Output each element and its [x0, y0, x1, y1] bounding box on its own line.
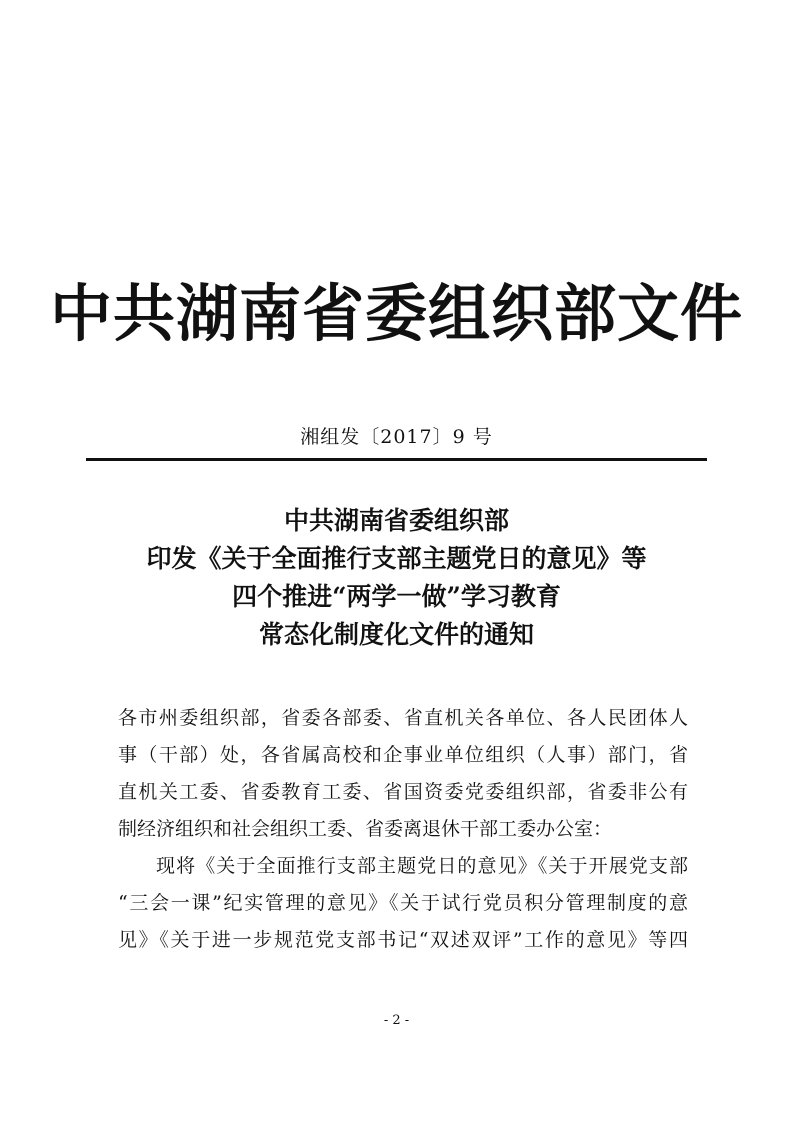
- notice-title-line: 四个推进“两学一做”学习教育: [232, 582, 561, 611]
- notice-title-line: 印发《关于全面推行支部主题党日的意见》等: [146, 544, 647, 573]
- document-header-title: 中共湖南省委组织部文件: [49, 277, 743, 350]
- addressee-line: 直机关工委、省委教育工委、省国资委党委组织部，省委非公有: [118, 781, 688, 803]
- page-number: - 2 -: [383, 1013, 410, 1028]
- header-divider-line: [86, 458, 707, 461]
- addressee-line: 各市州委组织部，省委各部委、省直机关各单位、各人民团体人: [118, 707, 688, 729]
- paragraph-line: 见》《关于进一步规范党支部书记“双述双评”工作的意见》等四: [118, 929, 688, 951]
- addressee-line: 事（干部）处，各省属高校和企事业单位组织（人事）部门，省: [118, 744, 688, 766]
- notice-title-line: 中共湖南省委组织部: [283, 506, 509, 535]
- notice-title: [40, 502, 753, 654]
- notice-title-line: 常态化制度化文件的通知: [258, 620, 534, 649]
- paragraph-line: “三会一课”纪实管理的意见》《关于试行党员积分管理制度的意: [118, 892, 688, 914]
- addressee-line: 制经济组织和社会组织工委、省委离退休干部工委办公室：: [118, 818, 613, 840]
- paragraph-line: 现将《关于全面推行支部主题党日的意见》《关于开展党支部: [156, 855, 688, 877]
- document-body: [118, 700, 688, 959]
- document-number: 湘组发〔2017〕9 号: [300, 426, 493, 448]
